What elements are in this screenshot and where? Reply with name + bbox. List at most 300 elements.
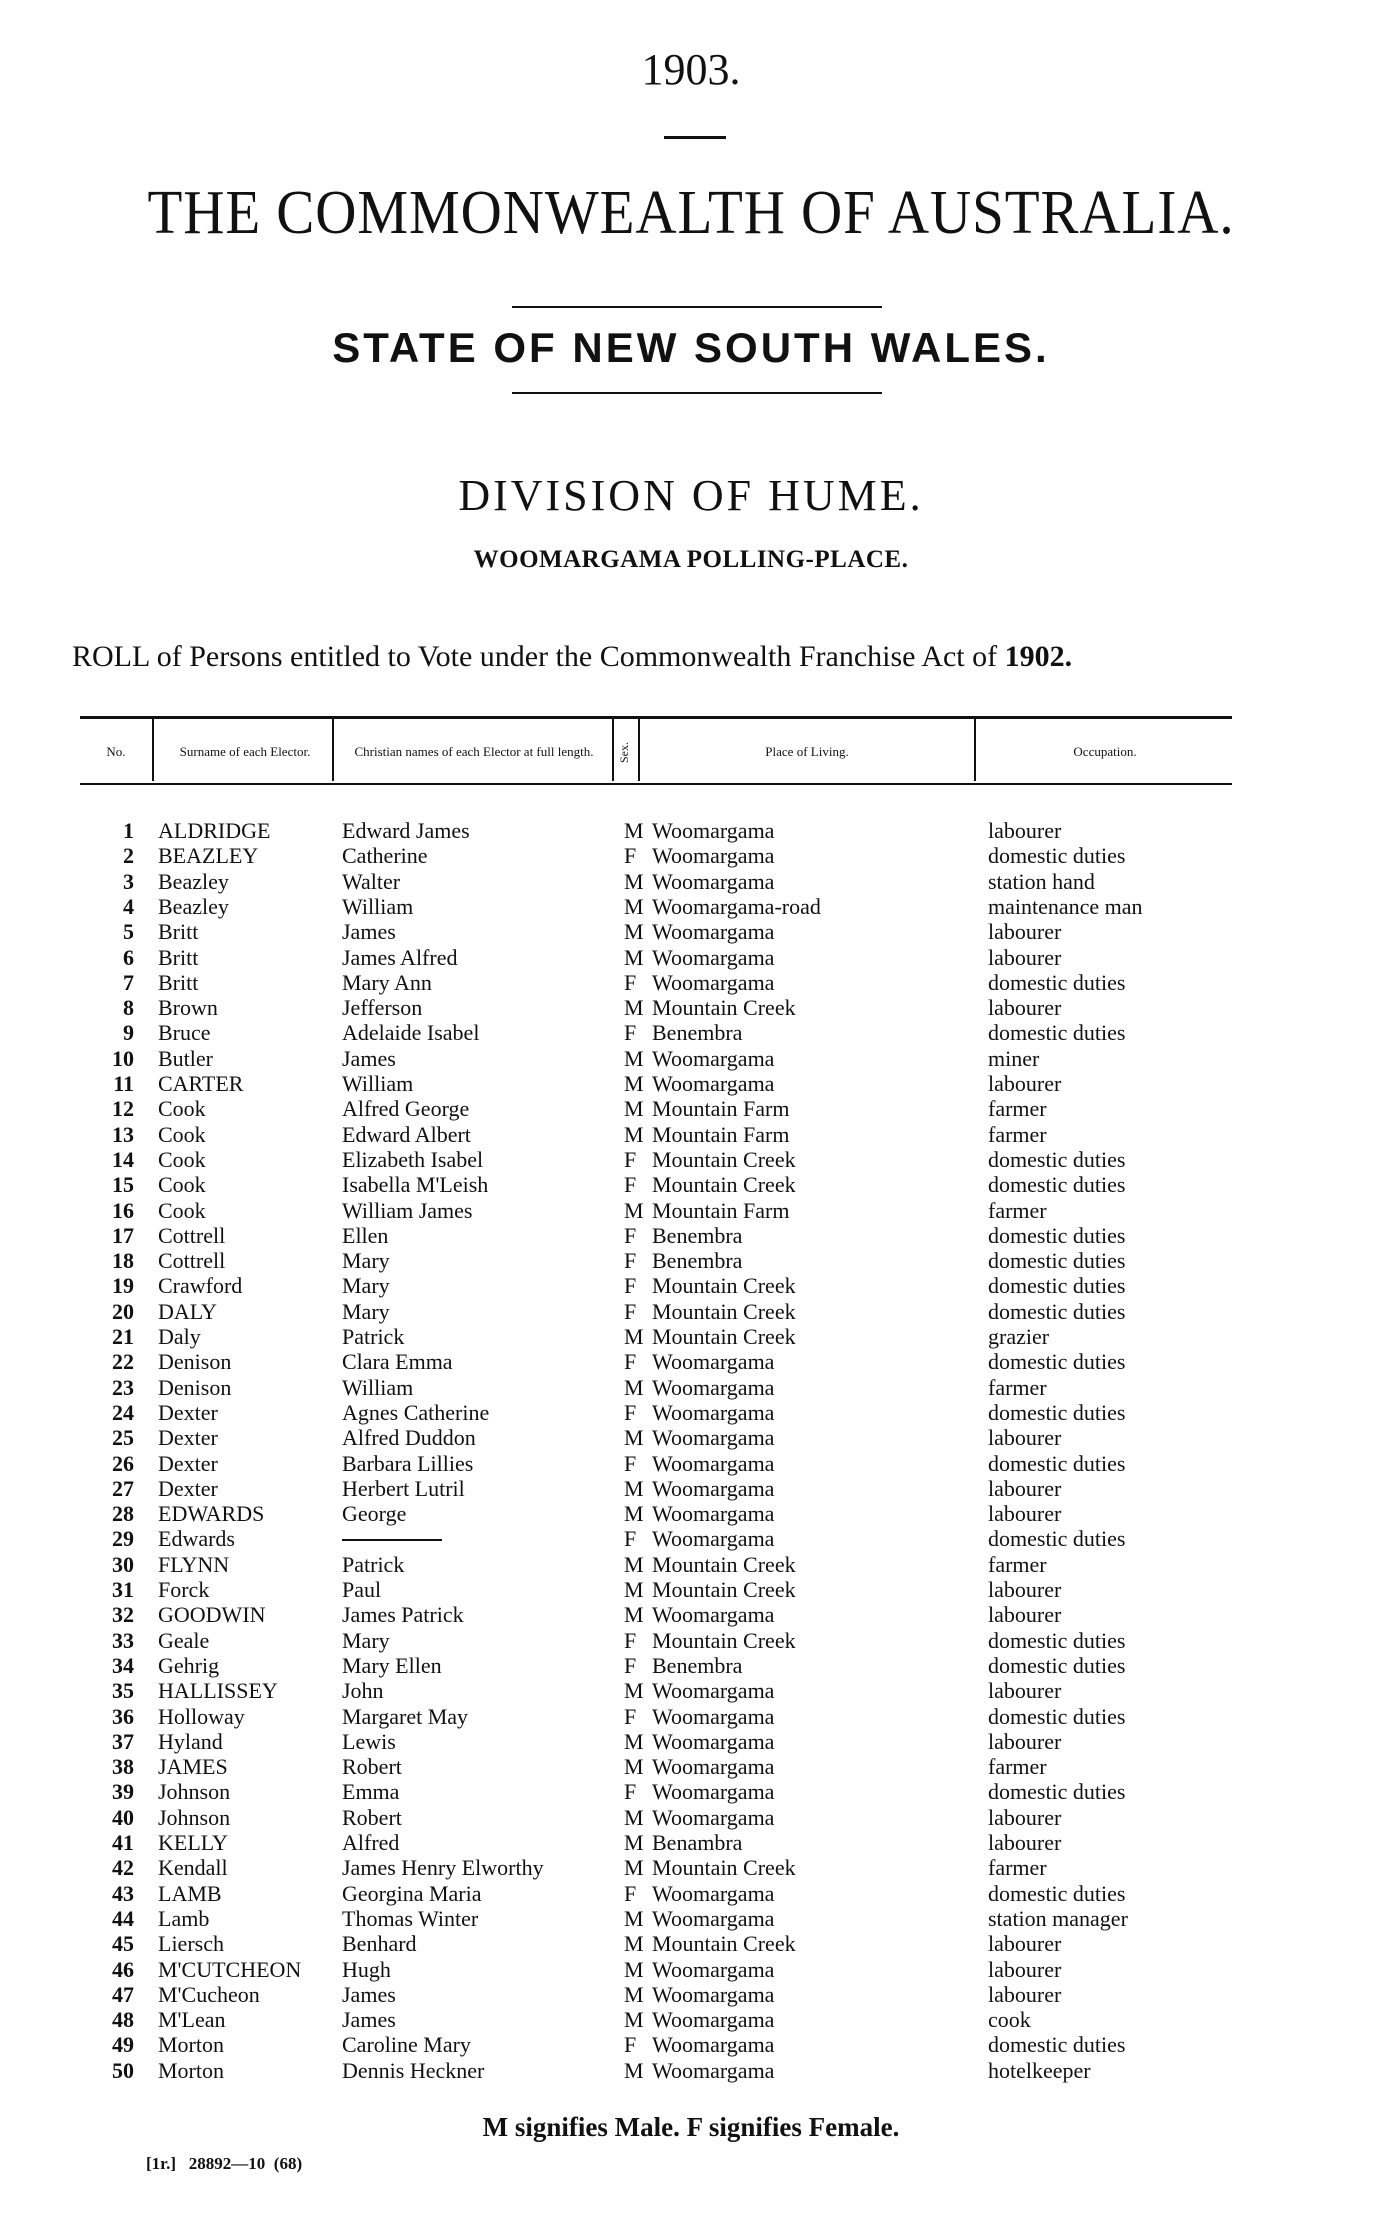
table-row xyxy=(0,818,1382,843)
elector-sex: M xyxy=(624,1602,644,1628)
elector-occupation: cook xyxy=(988,2007,1031,2033)
elector-place-of-living: Mountain Farm xyxy=(652,1096,790,1122)
column-header-no: No. xyxy=(106,744,126,759)
table-row xyxy=(0,1501,1382,1526)
elector-christian-names: Hugh xyxy=(342,1956,391,1982)
table-row xyxy=(0,1526,1382,1551)
elector-christian-names: George xyxy=(342,1501,407,1527)
elector-place-of-living: Woomargama xyxy=(652,1602,775,1628)
elector-place-of-living: Woomargama xyxy=(652,1071,775,1096)
elector-occupation: farmer xyxy=(988,1096,1047,1122)
elector-surname: Daly xyxy=(158,1324,201,1349)
column-header-occupation: Occupation. xyxy=(1073,744,1137,759)
elector-surname: Gehrig xyxy=(158,1652,220,1678)
table-row xyxy=(0,1805,1382,1830)
elector-occupation: domestic duties xyxy=(988,1703,1126,1729)
elector-sex: M xyxy=(624,1501,644,1527)
elector-occupation: labourer xyxy=(988,1425,1062,1451)
elector-place-of-living: Woomargama xyxy=(652,1450,775,1476)
elector-number: 33 xyxy=(112,1627,134,1653)
elector-christian-names xyxy=(342,1526,442,1551)
elector-surname: Bruce xyxy=(158,1020,211,1046)
elector-occupation: grazier xyxy=(988,1324,1050,1349)
elector-place-of-living: Mountain Creek xyxy=(652,1298,796,1324)
elector-place-of-living: Mountain Creek xyxy=(652,1627,796,1653)
elector-occupation: farmer xyxy=(988,1374,1047,1400)
elector-number: 32 xyxy=(112,1602,134,1628)
elector-christian-names: Barbara Lillies xyxy=(342,1450,474,1476)
elector-number: 25 xyxy=(112,1425,134,1451)
elector-place-of-living: Woomargama xyxy=(652,1425,775,1451)
elector-sex: F xyxy=(624,1627,637,1653)
elector-christian-names: James xyxy=(342,2007,396,2033)
elector-surname: Forck xyxy=(158,1577,210,1602)
column-header-surname: Surname of each Elector. xyxy=(179,744,311,759)
elector-sex: M xyxy=(624,1121,644,1147)
table-row xyxy=(0,1071,1382,1096)
table-row xyxy=(0,2032,1382,2057)
elector-sex: F xyxy=(624,1298,637,1324)
table-header-top-rule xyxy=(80,716,1232,719)
elector-number: 29 xyxy=(112,1526,134,1552)
elector-occupation: domestic duties xyxy=(988,1880,1126,1906)
elector-occupation: domestic duties xyxy=(988,1020,1126,1046)
elector-sex: F xyxy=(624,1146,637,1172)
elector-occupation: labourer xyxy=(988,1678,1062,1704)
elector-place-of-living: Mountain Creek xyxy=(652,1273,796,1299)
elector-sex: M xyxy=(624,1324,644,1349)
elector-number: 47 xyxy=(112,1981,134,2007)
elector-surname: Britt xyxy=(158,944,199,970)
elector-place-of-living: Woomargama xyxy=(652,2057,775,2083)
elector-place-of-living: Woomargama xyxy=(652,1754,775,1780)
elector-sex: M xyxy=(624,1830,644,1855)
elector-surname: Johnson xyxy=(158,1804,231,1830)
table-row xyxy=(0,1628,1382,1653)
elector-surname: M'CUTCHEON xyxy=(158,1956,302,1982)
table-row xyxy=(0,1552,1382,1577)
elector-surname: Morton xyxy=(158,2032,224,2058)
elector-christian-names: Lewis xyxy=(342,1728,396,1754)
elector-number: 30 xyxy=(112,1551,134,1577)
elector-number: 28 xyxy=(112,1501,134,1527)
elector-place-of-living: Woomargama xyxy=(652,843,775,869)
column-header-sex xyxy=(612,728,636,776)
elector-surname: M'Lean xyxy=(158,2007,226,2033)
elector-occupation: domestic duties xyxy=(988,1172,1126,1198)
elector-number: 23 xyxy=(112,1374,134,1400)
elector-place-of-living: Mountain Creek xyxy=(652,995,796,1021)
table-row xyxy=(0,1653,1382,1678)
elector-place-of-living: Mountain Farm xyxy=(652,1197,790,1223)
elector-number: 19 xyxy=(112,1273,134,1299)
elector-surname: HALLISSEY xyxy=(158,1678,278,1704)
elector-occupation: domestic duties xyxy=(988,1399,1126,1425)
elector-sex: F xyxy=(624,2032,637,2058)
elector-christian-names: Margaret May xyxy=(342,1703,469,1729)
elector-surname: M'Cucheon xyxy=(158,1981,260,2007)
elector-occupation: domestic duties xyxy=(988,1248,1126,1274)
elector-christian-names: John xyxy=(342,1678,384,1704)
elector-christian-names: Robert xyxy=(342,1804,402,1830)
column-header-christian-names: Christian names of each Elector at full length. xyxy=(354,744,594,759)
elector-christian-names: James Henry Elworthy xyxy=(342,1855,544,1881)
elector-number: 39 xyxy=(112,1779,134,1805)
column-divider xyxy=(974,719,976,781)
elector-place-of-living: Benembra xyxy=(652,1222,743,1248)
elector-number: 21 xyxy=(112,1324,134,1349)
elector-occupation: labourer xyxy=(988,1602,1062,1628)
elector-christian-names: Edward Albert xyxy=(342,1121,471,1147)
table-row xyxy=(0,1779,1382,1804)
elector-surname: BEAZLEY xyxy=(158,843,259,869)
elector-sex: F xyxy=(624,1222,637,1248)
elector-occupation: maintenance man xyxy=(988,893,1143,919)
elector-number: 8 xyxy=(123,995,134,1021)
elector-occupation: labourer xyxy=(988,1577,1062,1602)
table-row xyxy=(0,1400,1382,1425)
elector-number: 5 xyxy=(123,919,134,945)
elector-number: 36 xyxy=(112,1703,134,1729)
elector-sex: M xyxy=(624,1374,644,1400)
elector-christian-names: James Alfred xyxy=(342,944,458,970)
elector-number: 4 xyxy=(123,893,134,919)
elector-surname: EDWARDS xyxy=(158,1501,265,1527)
elector-number: 37 xyxy=(112,1728,134,1754)
division-heading: DIVISION OF HUME. xyxy=(458,471,924,520)
elector-sex: M xyxy=(624,1577,644,1602)
elector-christian-names: Herbert Lutril xyxy=(342,1475,465,1501)
table-row xyxy=(0,1855,1382,1880)
elector-number: 50 xyxy=(112,2057,134,2083)
elector-sex: M xyxy=(624,1931,644,1957)
table-row xyxy=(0,945,1382,970)
elector-number: 15 xyxy=(112,1172,134,1198)
elector-number: 17 xyxy=(112,1222,134,1248)
elector-number: 27 xyxy=(112,1475,134,1501)
elector-sex: M xyxy=(624,1425,644,1451)
elector-occupation: labourer xyxy=(988,1071,1062,1096)
elector-sex: F xyxy=(624,1172,637,1198)
elector-surname: Liersch xyxy=(158,1931,224,1957)
table-row xyxy=(0,1602,1382,1627)
elector-sex: M xyxy=(624,1728,644,1754)
elector-sex: M xyxy=(624,2057,644,2083)
table-row xyxy=(0,894,1382,919)
elector-sex: M xyxy=(624,1678,644,1704)
elector-occupation: farmer xyxy=(988,1121,1047,1147)
table-row xyxy=(0,1476,1382,1501)
elector-place-of-living: Woomargama xyxy=(652,1501,775,1527)
table-row xyxy=(0,1754,1382,1779)
elector-surname: Hyland xyxy=(158,1728,223,1754)
elector-number: 12 xyxy=(112,1096,134,1122)
elector-occupation: labourer xyxy=(988,944,1062,970)
table-row xyxy=(0,2007,1382,2032)
elector-sex: M xyxy=(624,995,644,1021)
elector-christian-names: Mary Ann xyxy=(342,969,432,995)
table-row xyxy=(0,1881,1382,1906)
elector-surname: Dexter xyxy=(158,1399,218,1425)
elector-number: 26 xyxy=(112,1450,134,1476)
elector-occupation: labourer xyxy=(988,1804,1062,1830)
elector-place-of-living: Mountain Farm xyxy=(652,1121,790,1147)
elector-christian-names: Patrick xyxy=(342,1551,405,1577)
elector-sex: M xyxy=(624,1096,644,1122)
elector-sex: M xyxy=(624,1197,644,1223)
elector-place-of-living: Woomargama xyxy=(652,1728,775,1754)
table-row xyxy=(0,1299,1382,1324)
elector-christian-names: William xyxy=(342,1374,414,1400)
elector-christian-names: Mary Ellen xyxy=(342,1652,442,1678)
elector-sex: F xyxy=(624,1526,637,1552)
elector-christian-names: Caroline Mary xyxy=(342,2032,471,2058)
sex-legend: M signifies Male. F signifies Female. xyxy=(482,2112,900,2142)
elector-occupation: labourer xyxy=(988,995,1062,1021)
elector-surname: Dexter xyxy=(158,1450,218,1476)
elector-christian-names: Catherine xyxy=(342,843,428,869)
elector-occupation: labourer xyxy=(988,919,1062,945)
elector-sex: M xyxy=(624,944,644,970)
elector-place-of-living: Woomargama xyxy=(652,1905,775,1931)
table-row xyxy=(0,1324,1382,1349)
elector-surname: Crawford xyxy=(158,1273,243,1299)
elector-surname: FLYNN xyxy=(158,1551,230,1577)
elector-number: 3 xyxy=(123,868,134,894)
elector-number: 31 xyxy=(112,1577,134,1602)
elector-sex: M xyxy=(624,919,644,945)
elector-sex: M xyxy=(624,1551,644,1577)
elector-number: 49 xyxy=(112,2032,134,2058)
elector-number: 48 xyxy=(112,2007,134,2033)
elector-surname: CARTER xyxy=(158,1071,244,1096)
elector-occupation: labourer xyxy=(988,818,1062,843)
elector-sex: M xyxy=(624,1981,644,2007)
table-row xyxy=(0,1147,1382,1172)
elector-surname: Cottrell xyxy=(158,1222,226,1248)
elector-sex: F xyxy=(624,1652,637,1678)
elector-christian-names: Benhard xyxy=(342,1931,417,1957)
elector-occupation: domestic duties xyxy=(988,1779,1126,1805)
elector-christian-names: Alfred Duddon xyxy=(342,1425,476,1451)
elector-number: 41 xyxy=(112,1830,134,1855)
column-header-sex-text: Sex. xyxy=(616,741,631,763)
elector-christian-names: Alfred George xyxy=(342,1096,470,1122)
table-row xyxy=(0,1122,1382,1147)
elector-christian-names: James xyxy=(342,919,396,945)
elector-surname: Dexter xyxy=(158,1475,218,1501)
elector-christian-names: Patrick xyxy=(342,1324,405,1349)
table-row xyxy=(0,1906,1382,1931)
table-row xyxy=(0,1931,1382,1956)
elector-number: 6 xyxy=(123,944,134,970)
roll-description-text: ROLL of Persons entitled to Vote under the Commonwealth Franchise Act of xyxy=(72,640,1005,673)
elector-surname: Edwards xyxy=(158,1526,235,1552)
elector-surname: Cook xyxy=(158,1146,206,1172)
elector-surname: Morton xyxy=(158,2057,224,2083)
elector-christian-names: William xyxy=(342,1071,414,1096)
state-heading: STATE OF NEW SOUTH WALES. xyxy=(332,324,1050,371)
table-row xyxy=(0,1096,1382,1121)
elector-place-of-living: Woomargama xyxy=(652,818,775,843)
elector-christian-names: Thomas Winter xyxy=(342,1905,479,1931)
elector-sex: F xyxy=(624,1779,637,1805)
elector-christian-names: James xyxy=(342,1045,396,1071)
elector-number: 11 xyxy=(113,1071,134,1096)
table-row xyxy=(0,1273,1382,1298)
elector-sex: M xyxy=(624,818,644,843)
elector-number: 7 xyxy=(123,969,134,995)
table-row xyxy=(0,843,1382,868)
elector-place-of-living: Mountain Creek xyxy=(652,1324,796,1349)
year-rule xyxy=(664,136,726,139)
elector-occupation: domestic duties xyxy=(988,1298,1126,1324)
elector-place-of-living: Woomargama xyxy=(652,1475,775,1501)
elector-christian-names: William James xyxy=(342,1197,473,1223)
elector-occupation: domestic duties xyxy=(988,1273,1126,1299)
elector-sex: F xyxy=(624,1880,637,1906)
elector-occupation: farmer xyxy=(988,1551,1047,1577)
elector-surname: Cook xyxy=(158,1197,206,1223)
elector-sex: F xyxy=(624,1399,637,1425)
elector-place-of-living: Woomargama xyxy=(652,1981,775,2007)
table-row xyxy=(0,1729,1382,1754)
elector-christian-names: Mary xyxy=(342,1627,390,1653)
elector-sex: F xyxy=(624,843,637,869)
elector-surname: Cook xyxy=(158,1096,206,1122)
state-rule-bottom xyxy=(512,392,882,394)
table-row xyxy=(0,1375,1382,1400)
elector-surname: Britt xyxy=(158,919,199,945)
elector-number: 40 xyxy=(112,1804,134,1830)
table-row xyxy=(0,1198,1382,1223)
roll-act-year: 1902. xyxy=(1004,640,1073,673)
elector-sex: F xyxy=(624,1273,637,1299)
elector-place-of-living: Woomargama xyxy=(652,1678,775,1704)
elector-surname: Denison xyxy=(158,1349,232,1375)
column-header-place: Place of Living. xyxy=(765,744,849,759)
elector-place-of-living: Woomargama xyxy=(652,969,775,995)
elector-number: 20 xyxy=(112,1298,134,1324)
table-row xyxy=(0,1425,1382,1450)
table-row xyxy=(0,995,1382,1020)
elector-occupation: domestic duties xyxy=(988,1450,1126,1476)
elector-surname: Beazley xyxy=(158,893,229,919)
table-row xyxy=(0,869,1382,894)
elector-place-of-living: Woomargama xyxy=(652,1399,775,1425)
table-row xyxy=(0,970,1382,995)
elector-place-of-living: Woomargama xyxy=(652,2032,775,2058)
elector-place-of-living: Woomargama xyxy=(652,919,775,945)
elector-number: 18 xyxy=(112,1248,134,1274)
elector-occupation: farmer xyxy=(988,1754,1047,1780)
elector-surname: JAMES xyxy=(158,1754,228,1780)
elector-sex: M xyxy=(624,1956,644,1982)
elector-surname: KELLY xyxy=(158,1830,228,1855)
elector-sex: M xyxy=(624,1475,644,1501)
elector-christian-names: William xyxy=(342,893,414,919)
table-row xyxy=(0,1830,1382,1855)
elector-surname: Johnson xyxy=(158,1779,231,1805)
document-title: THE COMMONWEALTH OF AUSTRALIA. xyxy=(147,179,1235,247)
elector-number: 13 xyxy=(112,1121,134,1147)
elector-place-of-living: Woomargama xyxy=(652,1349,775,1375)
elector-surname: Kendall xyxy=(158,1855,228,1881)
elector-christian-names: Mary xyxy=(342,1248,390,1274)
table-header-bottom-rule xyxy=(80,783,1232,785)
elector-occupation: labourer xyxy=(988,1830,1062,1855)
elector-occupation: station manager xyxy=(988,1905,1128,1931)
elector-surname: Holloway xyxy=(158,1703,245,1729)
table-row xyxy=(0,919,1382,944)
elector-place-of-living: Mountain Creek xyxy=(652,1172,796,1198)
elector-number: 45 xyxy=(112,1931,134,1957)
elector-number: 9 xyxy=(123,1020,134,1046)
elector-sex: M xyxy=(624,1804,644,1830)
elector-christian-names: Adelaide Isabel xyxy=(342,1020,480,1046)
elector-place-of-living: Woomargama xyxy=(652,1374,775,1400)
roll-description xyxy=(72,640,1312,674)
elector-sex: F xyxy=(624,1450,637,1476)
elector-surname: Dexter xyxy=(158,1425,218,1451)
elector-sex: M xyxy=(624,893,644,919)
elector-place-of-living: Woomargama xyxy=(652,1779,775,1805)
elector-number: 2 xyxy=(123,843,134,869)
elector-place-of-living: Benembra xyxy=(652,1248,743,1274)
elector-place-of-living: Benambra xyxy=(652,1830,743,1855)
elector-place-of-living: Woomargama xyxy=(652,944,775,970)
elector-occupation: station hand xyxy=(988,868,1095,894)
table-row xyxy=(0,2058,1382,2083)
column-divider xyxy=(638,719,640,781)
table-row xyxy=(0,1577,1382,1602)
elector-surname: GOODWIN xyxy=(158,1602,266,1628)
elector-number: 44 xyxy=(112,1905,134,1931)
column-divider xyxy=(152,719,154,781)
elector-christian-names: Alfred xyxy=(342,1830,400,1855)
elector-surname: ALDRIDGE xyxy=(158,818,271,843)
elector-christian-names: Agnes Catherine xyxy=(342,1399,490,1425)
elector-place-of-living: Mountain Creek xyxy=(652,1855,796,1881)
elector-surname: DALY xyxy=(158,1298,217,1324)
elector-occupation: labourer xyxy=(988,1956,1062,1982)
elector-occupation: labourer xyxy=(988,1475,1062,1501)
elector-number: 34 xyxy=(112,1652,134,1678)
elector-occupation: labourer xyxy=(988,1931,1062,1957)
elector-number: 14 xyxy=(112,1146,134,1172)
elector-christian-names: Jefferson xyxy=(342,995,423,1021)
table-row xyxy=(0,1704,1382,1729)
elector-sex: M xyxy=(624,1071,644,1096)
elector-surname: Beazley xyxy=(158,868,229,894)
elector-christian-names: Edward James xyxy=(342,818,470,843)
elector-surname: Britt xyxy=(158,969,199,995)
table-row xyxy=(0,1349,1382,1374)
elector-number: 42 xyxy=(112,1855,134,1881)
elector-place-of-living: Woomargama xyxy=(652,2007,775,2033)
elector-place-of-living: Benembra xyxy=(652,1652,743,1678)
elector-surname: Cottrell xyxy=(158,1248,226,1274)
elector-place-of-living: Woomargama xyxy=(652,868,775,894)
year-heading: 1903. xyxy=(641,45,741,94)
elector-number: 46 xyxy=(112,1956,134,1982)
elector-christian-names: Ellen xyxy=(342,1222,389,1248)
elector-christian-names: Robert xyxy=(342,1754,402,1780)
elector-place-of-living: Mountain Creek xyxy=(652,1551,796,1577)
elector-occupation: domestic duties xyxy=(988,1222,1126,1248)
elector-place-of-living: Woomargama xyxy=(652,1804,775,1830)
elector-christian-names: Emma xyxy=(342,1779,400,1805)
